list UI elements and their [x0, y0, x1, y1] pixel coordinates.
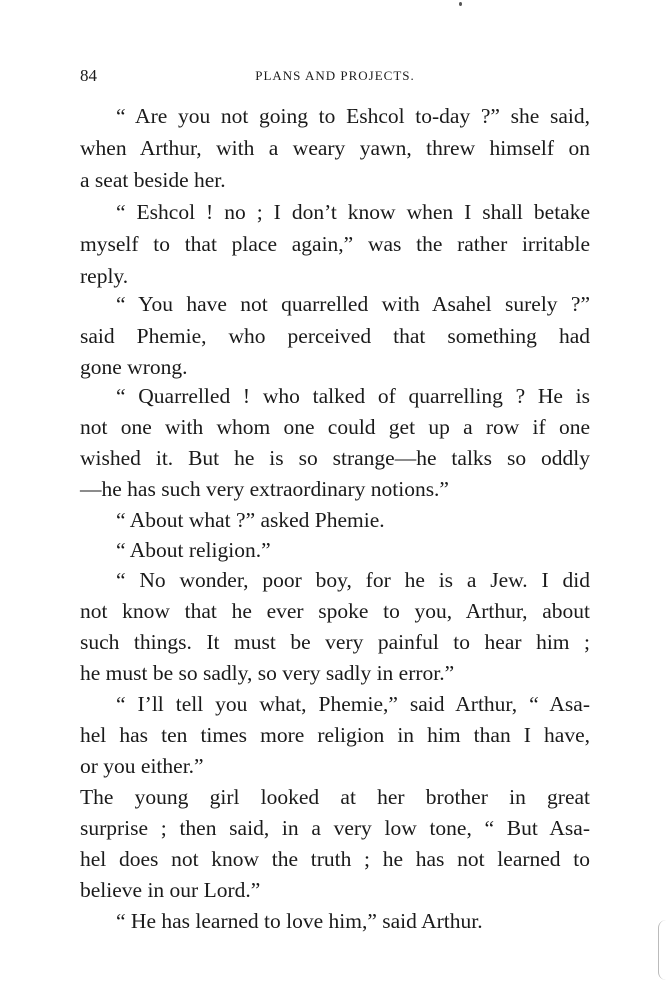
text-line: when Arthur, with a weary yawn, threw himself on	[80, 136, 590, 160]
text-line: he must be so sadly, so very sadly in error.”	[80, 661, 455, 685]
text-line: The young girl looked at her brother in great	[80, 785, 590, 809]
text-line: “ Quarrelled ! who talked of quarrelling ? He is	[116, 384, 590, 408]
text-line: “ Are you not going to Eshcol to-day ?” she said,	[116, 104, 590, 128]
text-line: “ You have not quarrelled with Asahel surely ?”	[116, 292, 590, 316]
running-title: PLANS AND PROJECTS.	[255, 68, 415, 83]
text-line: “ Eshcol ! no ; I don’t know when I shall betake	[116, 200, 590, 224]
text-line: believe in our Lord.”	[80, 878, 261, 902]
text-line: myself to that place again,” was the rather irritable	[80, 232, 590, 256]
text-line: a seat beside her.	[80, 168, 226, 192]
page-edge-shadow	[658, 920, 667, 980]
text-line: “ About religion.”	[116, 538, 271, 562]
text-line: hel has ten times more religion in him than I have,	[80, 723, 590, 747]
page-number: 84	[80, 66, 97, 85]
text-line: “ I’ll tell you what, Phemie,” said Arthur, “ Asa-	[116, 692, 590, 716]
text-line: “ No wonder, poor boy, for he is a Jew. I did	[116, 568, 590, 592]
text-line: “ He has learned to love him,” said Arthur.	[116, 909, 483, 933]
text-line: not one with whom one could get up a row if one	[80, 415, 590, 439]
ink-speck	[459, 2, 462, 6]
text-line: not know that he ever spoke to you, Arthur, about	[80, 599, 590, 623]
text-line: gone wrong.	[80, 355, 188, 379]
text-line: surprise ; then said, in a very low tone, “ But Asa-	[80, 816, 590, 840]
text-line: wished it. But he is so strange—he talks so oddly	[80, 446, 590, 470]
text-line: or you either.”	[80, 754, 204, 778]
text-line: hel does not know the truth ; he has not learned to	[80, 847, 590, 871]
text-line: such things. It must be very painful to hear him ;	[80, 630, 590, 654]
text-line: reply.	[80, 264, 129, 288]
text-line: said Phemie, who perceived that something had	[80, 324, 590, 348]
text-line: —he has such very extraordinary notions.”	[80, 477, 449, 501]
text-line: “ About what ?” asked Phemie.	[116, 508, 385, 532]
page-header	[80, 66, 590, 90]
